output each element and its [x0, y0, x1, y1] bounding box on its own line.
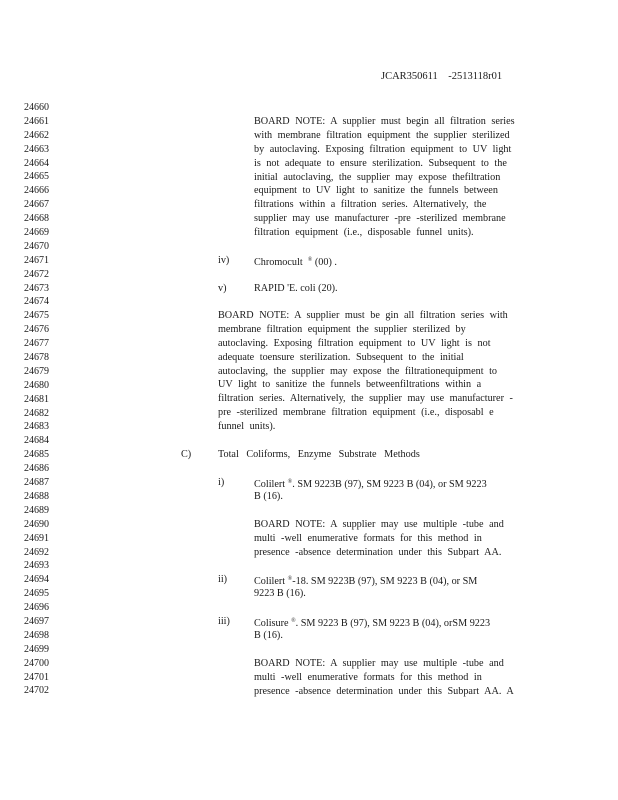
line-number: 24662: [24, 129, 49, 141]
note-line: multi -well enumerative formats for this method in: [254, 532, 482, 544]
note-line: presence -absence determination under this Subpart AA.: [254, 546, 502, 558]
line-number: 24675: [24, 310, 49, 322]
note-line: BOARD NOTE: A supplier may use multiple -tube and: [254, 658, 504, 669]
item-iv-rest: (00) .: [312, 257, 337, 268]
line-number: 24690: [24, 518, 49, 530]
note-line: supplier may use manufacturer -pre -sterilized membrane: [254, 213, 506, 225]
item-v-marker: v): [218, 283, 227, 294]
item-c-ii-rest: -18. SM 9223B (97), SM 9223 B (04), or SM: [292, 576, 478, 587]
note-line: multi -well enumerative formats for this method in: [254, 671, 482, 683]
line-number: 24687: [24, 477, 49, 489]
item-iv-text: [254, 254, 337, 270]
line-number: 24692: [24, 546, 49, 558]
line-number: 24680: [24, 379, 49, 391]
board-note-4: [254, 657, 529, 699]
note-line: with membrane filtration equipment the supplier sterilized: [254, 129, 510, 141]
item-iv-name: Chromocult: [254, 257, 303, 268]
registered-mark: ®: [307, 257, 313, 263]
note-line: equipment to UV light to sanitize the funnels between: [254, 185, 498, 197]
line-number: 24683: [24, 421, 49, 433]
line-number: 24688: [24, 490, 49, 502]
note-line: filtration equipment (i.e., disposable funnel units).: [254, 227, 474, 239]
line-number: 24698: [24, 629, 49, 641]
line-number: 24677: [24, 338, 49, 350]
line-number: 24684: [24, 435, 49, 447]
item-c-i-line2: B (16).: [254, 490, 283, 502]
note-line: is not adequate to ensure sterilization. Subsequent to the: [254, 157, 507, 169]
registered-mark: ®: [287, 576, 293, 582]
line-number: 24689: [24, 504, 49, 516]
line-number: 24693: [24, 560, 49, 572]
line-number: 24676: [24, 324, 49, 336]
note-line: presence -absence determination under this Subpart AA. A: [254, 685, 514, 697]
line-number: 24682: [24, 407, 49, 419]
note-line: autoclaving. Exposing filtration equipment to UV light is not: [218, 337, 491, 349]
section-c-marker: C): [181, 449, 192, 460]
item-c-ii-line2: 9223 B (16).: [254, 587, 306, 599]
item-v-text: RAPID 'E. coli (20).: [254, 283, 338, 294]
note-line: BOARD NOTE: A supplier must be gin all filtration series with: [218, 310, 508, 321]
item-iv-marker: iv): [218, 255, 230, 266]
line-number: 24672: [24, 268, 49, 280]
line-number: 24685: [24, 449, 49, 461]
item-c-iii-marker: iii): [218, 616, 230, 627]
line-number: 24661: [24, 115, 49, 127]
line-number: 24686: [24, 463, 49, 475]
line-number: 24691: [24, 532, 49, 544]
line-number: 24669: [24, 227, 49, 239]
line-numbers-column: [24, 101, 64, 698]
line-number: 24665: [24, 171, 49, 183]
line-number: 24673: [24, 282, 49, 294]
line-number: 24695: [24, 588, 49, 600]
section-c-title: Total Coliforms, Enzyme Substrate Methods: [218, 449, 420, 460]
item-c-iii-text: [254, 615, 529, 643]
note-line: BOARD NOTE: A supplier must begin all filtration series: [254, 116, 515, 127]
note-line: UV light to sanitize the funnels betweenfiltrations within a: [218, 379, 482, 391]
document-code: -2513118r01: [448, 71, 503, 82]
board-note-3: [254, 518, 529, 560]
item-c-ii-text: [254, 573, 529, 601]
item-c-i-name: Colilert: [254, 479, 286, 490]
line-number: 24674: [24, 296, 49, 308]
line-number: 24701: [24, 671, 49, 683]
note-line: by autoclaving. Exposing filtration equipment to UV light: [254, 143, 512, 155]
line-number: 24699: [24, 643, 49, 655]
line-number: 24681: [24, 393, 49, 405]
item-c-iii-line2: B (16).: [254, 629, 283, 641]
item-c-iii-rest: . SM 9223 B (97), SM 9223 B (04), orSM 9223: [295, 618, 491, 629]
line-number: 24696: [24, 602, 49, 614]
board-note-2: [218, 309, 528, 434]
note-line: membrane filtration equipment the supplier sterilized by: [218, 323, 466, 335]
note-line: BOARD NOTE: A supplier may use multiple -tube and: [254, 519, 504, 530]
note-line: initial autoclaving, the supplier may expose thefiltration: [254, 171, 501, 183]
line-number: 24671: [24, 254, 49, 266]
registered-mark: ®: [287, 479, 293, 485]
note-line: pre -sterilized membrane filtration equipment (i.e., disposabl e: [218, 407, 494, 419]
item-c-i-marker: i): [218, 477, 225, 488]
board-note-1: [254, 115, 529, 240]
line-number: 24663: [24, 143, 49, 155]
line-number: 24678: [24, 352, 49, 364]
note-line: adequate toensure sterilization. Subsequent to the initial: [218, 351, 464, 363]
line-number: 24667: [24, 199, 49, 211]
note-line: funnel units).: [218, 421, 276, 433]
document-id: JCAR350611: [381, 71, 438, 82]
line-number: 24660: [24, 102, 49, 113]
item-c-ii-name: Colilert: [254, 576, 286, 587]
line-number: 24679: [24, 365, 49, 377]
note-line: filtrations within a filtration series. Alternatively, the: [254, 199, 487, 211]
line-number: 24702: [24, 685, 49, 697]
line-number: 24664: [24, 157, 49, 169]
item-c-i-rest: . SM 9223B (97), SM 9223 B (04), or SM 9223: [292, 479, 487, 490]
registered-mark: ®: [291, 618, 296, 624]
item-c-iii-name: Colisure: [254, 618, 289, 629]
line-number: 24670: [24, 240, 49, 252]
document-header: [381, 71, 502, 82]
line-number: 24666: [24, 185, 49, 197]
item-c-ii-marker: ii): [218, 574, 228, 585]
item-c-i-text: [254, 476, 529, 504]
line-number: 24694: [24, 574, 49, 586]
note-line: filtration series. Alternatively, the supplier may use manufacturer -: [218, 393, 513, 405]
note-line: autoclaving, the supplier may expose the filtrationequipment to: [218, 365, 498, 377]
line-number: 24700: [24, 657, 49, 669]
line-number: 24668: [24, 213, 49, 225]
line-number: 24697: [24, 615, 49, 627]
